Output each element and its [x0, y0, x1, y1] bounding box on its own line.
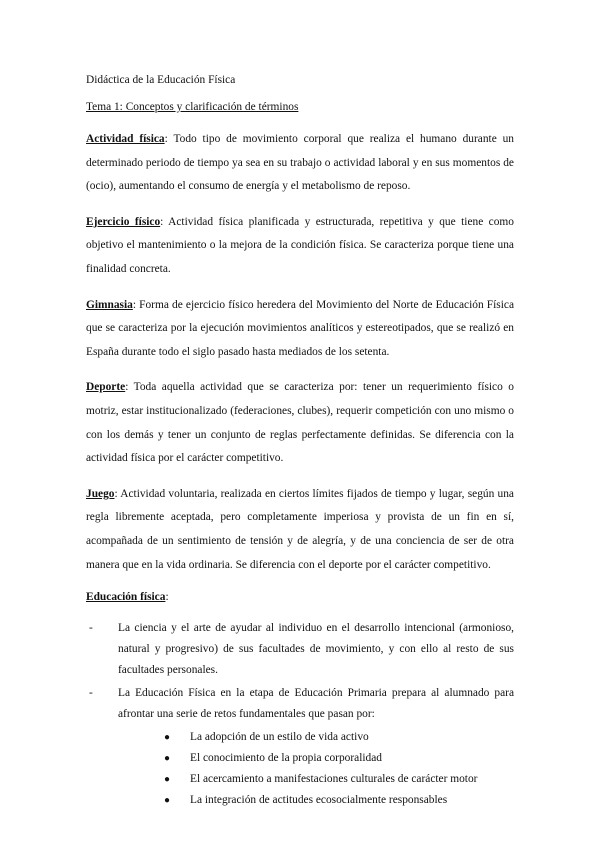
definition-text: : Actividad voluntaria, realizada en ciertos límites fijados de tiempo y lugar, según una regla libremente aceptada, pero completamente imperiosa y provista de un fin en sí, acompañada de un sentimiento de tensión y de alegría, y de una conciencia de ser de otra manera que en la vida ordinaria. Se diferencia con el deporte por el carácter competitivo.: [86, 487, 514, 571]
definition-paragraph: [86, 294, 514, 365]
section-heading: [86, 589, 514, 606]
dash-list-item: [86, 683, 514, 811]
dash-list-item-text: La ciencia y el arte de ayudar al individuo en el desarrollo intencional (armonioso, natural y progresivo) de sus facultades de movimiento, y con ello al resto de sus facultades personales.: [118, 622, 514, 677]
section-heading-suffix: :: [165, 591, 169, 604]
definition-term: Ejercicio físico: [86, 215, 161, 228]
bullet-list: [118, 727, 514, 811]
bullet-list-item: [158, 727, 514, 748]
definition-paragraph: [86, 483, 514, 577]
document-body: [86, 72, 514, 813]
definition-paragraph: [86, 376, 514, 470]
bullet-list-item-text: El conocimiento de la propia corporalidad: [190, 752, 382, 765]
bullet-list-item: [158, 748, 514, 769]
definition-text: : Forma de ejercicio físico heredera del Movimiento del Norte de Educación Física que se caracteriza por la ejecución movimientos analíticos y estereotipados, que se realizó en España durante todo el siglo pasado hasta mediados de los setenta.: [86, 298, 514, 358]
bullet-list-item: [158, 790, 514, 811]
definition-text: : Todo tipo de movimiento corporal que realiza el humano durante un determinado periodo de tiempo ya sea en su trabajo o actividad laboral y en sus momentos de (ocio), aumentando el consumo de energía y el metabolismo de reposo.: [86, 133, 514, 193]
definition-term: Gimnasia: [86, 298, 133, 311]
definition-text: : Actividad física planificada y estructurada, repetitiva y que tiene como objetivo el mantenimiento o la mejora de la condición física. Se caracteriza porque tiene una finalidad concreta.: [86, 215, 514, 275]
bullet-icon: ●: [164, 795, 171, 807]
dash-marker: -: [89, 622, 93, 635]
definition-term: Deporte: [86, 381, 126, 394]
dash-list-item-text: La Educación Física en la etapa de Educación Primaria prepara al alumnado para afrontar una serie de retos fundamentales que pasan por:: [118, 687, 514, 721]
bullet-list-item-text: El acercamiento a manifestaciones culturales de carácter motor: [190, 773, 478, 786]
definition-paragraph: [86, 128, 514, 199]
bullet-icon: ●: [164, 774, 171, 786]
definition-text: : Toda aquella actividad que se caracteriza por: tener un requerimiento físico o motriz, estar institucionalizado (federaciones, clubes), requerir competición con uno mismo o con los demás y tener un conjunto de reglas perfectamente definidas. Se diferencia con la actividad física por el carácter competitivo.: [86, 381, 514, 465]
dash-list-item: [86, 618, 514, 681]
definition-term: Actividad física: [86, 133, 165, 145]
section-heading-term: Educación física: [86, 591, 166, 604]
bullet-icon: ●: [164, 732, 171, 744]
bullet-icon: ●: [164, 753, 171, 765]
bullet-list-item-text: La adopción de un estilo de vida activo: [190, 731, 369, 744]
dash-list: [86, 618, 514, 811]
definition-term: Juego: [86, 487, 115, 500]
dash-marker: -: [89, 687, 93, 700]
document-subtitle: Tema 1: Conceptos y clarificación de términos: [86, 101, 299, 113]
document-title: Didáctica de la Educación Física: [86, 74, 236, 86]
definition-paragraph: [86, 211, 514, 282]
bullet-list-item: [158, 769, 514, 790]
bullet-list-item-text: La integración de actitudes ecosocialmente responsables: [190, 794, 448, 807]
